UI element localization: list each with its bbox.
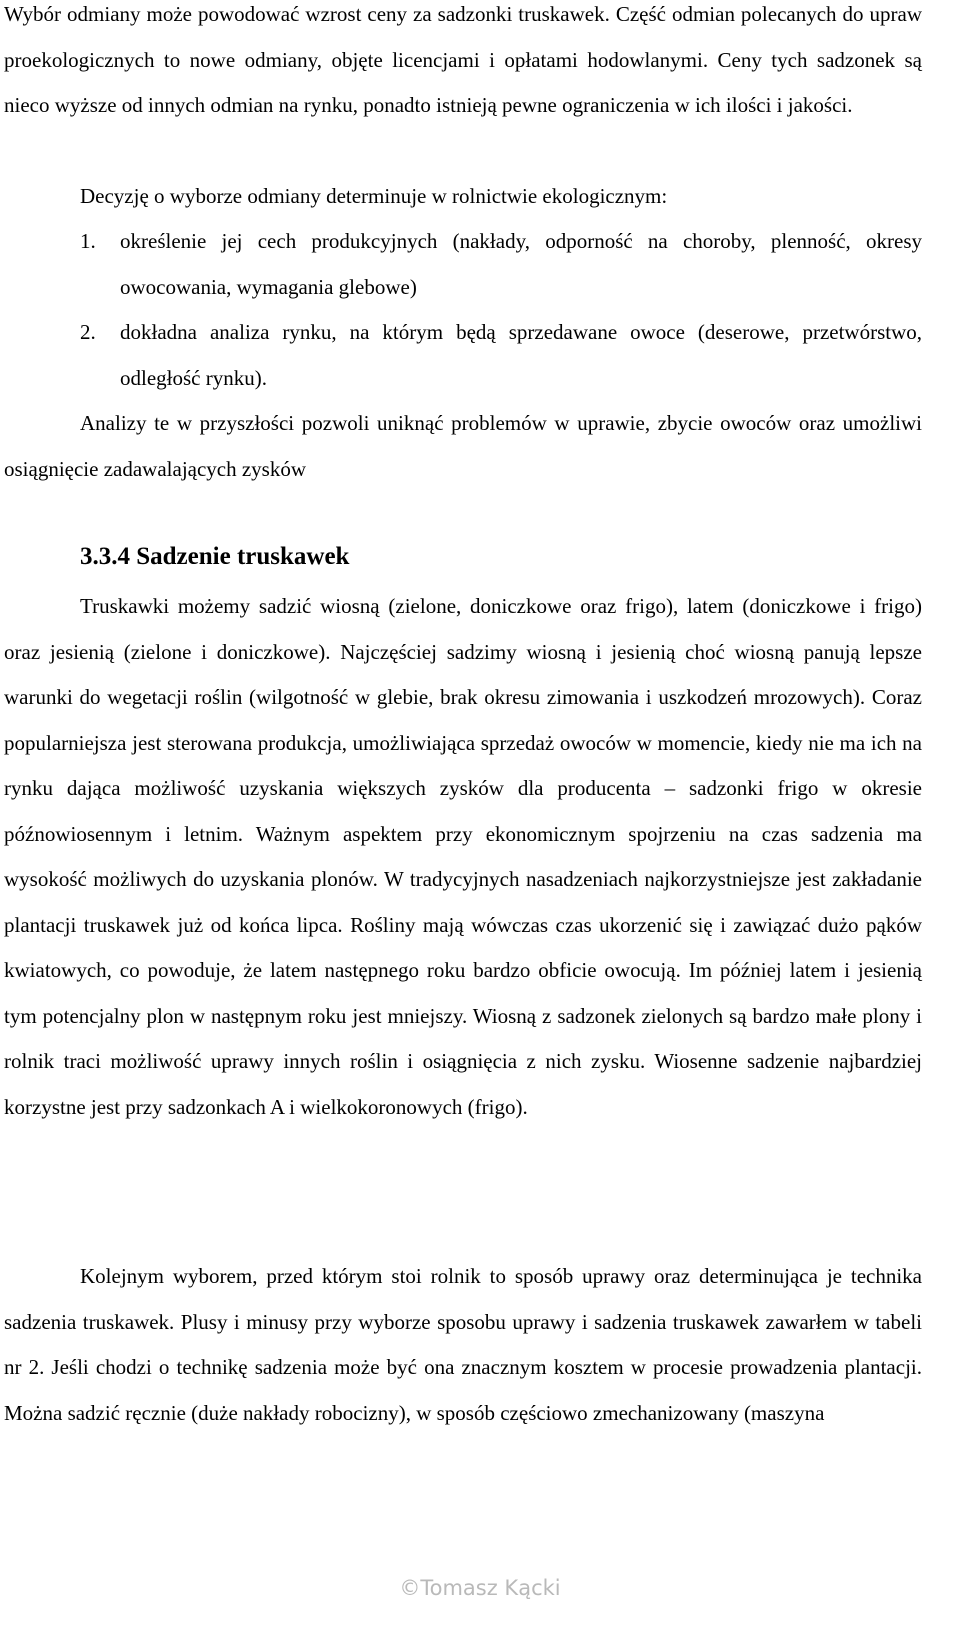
section-heading: 3.3.4 Sadzenie truskawek (80, 543, 350, 570)
paragraph-planting-time: Truskawki możemy sadzić wiosną (zielone, doniczkowe oraz frigo), latem (doniczkowe i frigo) oraz jesienią (zielone i doniczkowe). Najczęściej sadzimy wiosną i jesienią choć wiosną panują lepsze warunki do wegetacji roślin (wilgotność w glebie, brak okresu zimowania i uszkodzeń mrozowych). Coraz popularniejsza jest sterowana produkcja, umożliwiająca sprzedaż owoców w momencie, kiedy nie ma ich na rynku dająca możliwość uzyskania większych zysków dla producenta – sadzonki frigo w okresie późnowiosennym i letnim. Ważnym aspektem przy ekonomicznym spojrzeniu na czas sadzenia ma wysokość możliwych do uzyskania plonów. W tradycyjnych nasadzeniach najkorzystniejsze jest zakładanie plantacji truskawek już od końca lipca. Rośliny mają wówczas czas ukorzenić się i zawiązać dużo pąków kwiatowych, co powoduje, że latem następnego roku bardzo obficie owocują. Im później latem i jesienią tym potencjalny plon w następnym roku jest mniejszy. Wiosną z sadzonek zielonych są bardzo małe plony i rolnik traci możliwość uprawy innych roślin i osiągnięcia z nich zysku. Wiosenne sadzenie najbardziej korzystne jest przy sadzonkach A i wielkokoronowych (frigo). (4, 594, 922, 1119)
paragraph-planting-method: Kolejnym wyborem, przed którym stoi rolnik to sposób uprawy oraz determinująca je technika sadzenia truskawek. Plusy i minusy przy wyborze sposobu uprawy i sadzenia truskawek zawarłem w tabeli nr 2. Jeśli chodzi o technikę sadzenia może być ona znacznym kosztem w procesie prowadzenia plantacji. Można sadzić ręcznie (duże nakłady robocizny), w sposób częściowo zmechanizowany (maszyna (4, 1264, 922, 1425)
list-item-text: dokładna analiza rynku, na którym będą sprzedawane owoce (deserowe, przetwórstwo, odległość rynku). (120, 320, 922, 390)
list-item (80, 219, 922, 310)
paragraph-decision-intro: Decyzję o wyborze odmiany determinuje w rolnictwie ekologicznym: (80, 184, 668, 208)
copyright-footer: ©Tomasz Kącki (399, 1576, 561, 1600)
decision-list-continued (80, 310, 922, 401)
paragraph-variety-cost: Wybór odmiany może powodować wzrost ceny za sadzonki truskawek. Część odmian polecanych do upraw proekologicznych to nowe odmiany, objęte licencjami i opłatami hodowlanymi. Ceny tych sadzonek są nieco wyższe od innych odmian na rynku, ponadto istnieją pewne ograniczenia w ich ilości i jakości. (4, 2, 922, 117)
paragraph-analysis: Analizy te w przyszłości pozwoli uniknąć problemów w uprawie, zbycie owoców oraz umożliwi osiągnięcie zadawalających zysków (4, 411, 922, 481)
list-item (80, 310, 922, 401)
list-item-text: określenie jej cech produkcyjnych (nakłady, odporność na choroby, plenność, okresy owocowania, wymagania glebowe) (120, 229, 922, 299)
list-item-number: 1. (80, 229, 96, 253)
list-item-number: 2. (80, 320, 96, 344)
decision-list (80, 219, 922, 310)
